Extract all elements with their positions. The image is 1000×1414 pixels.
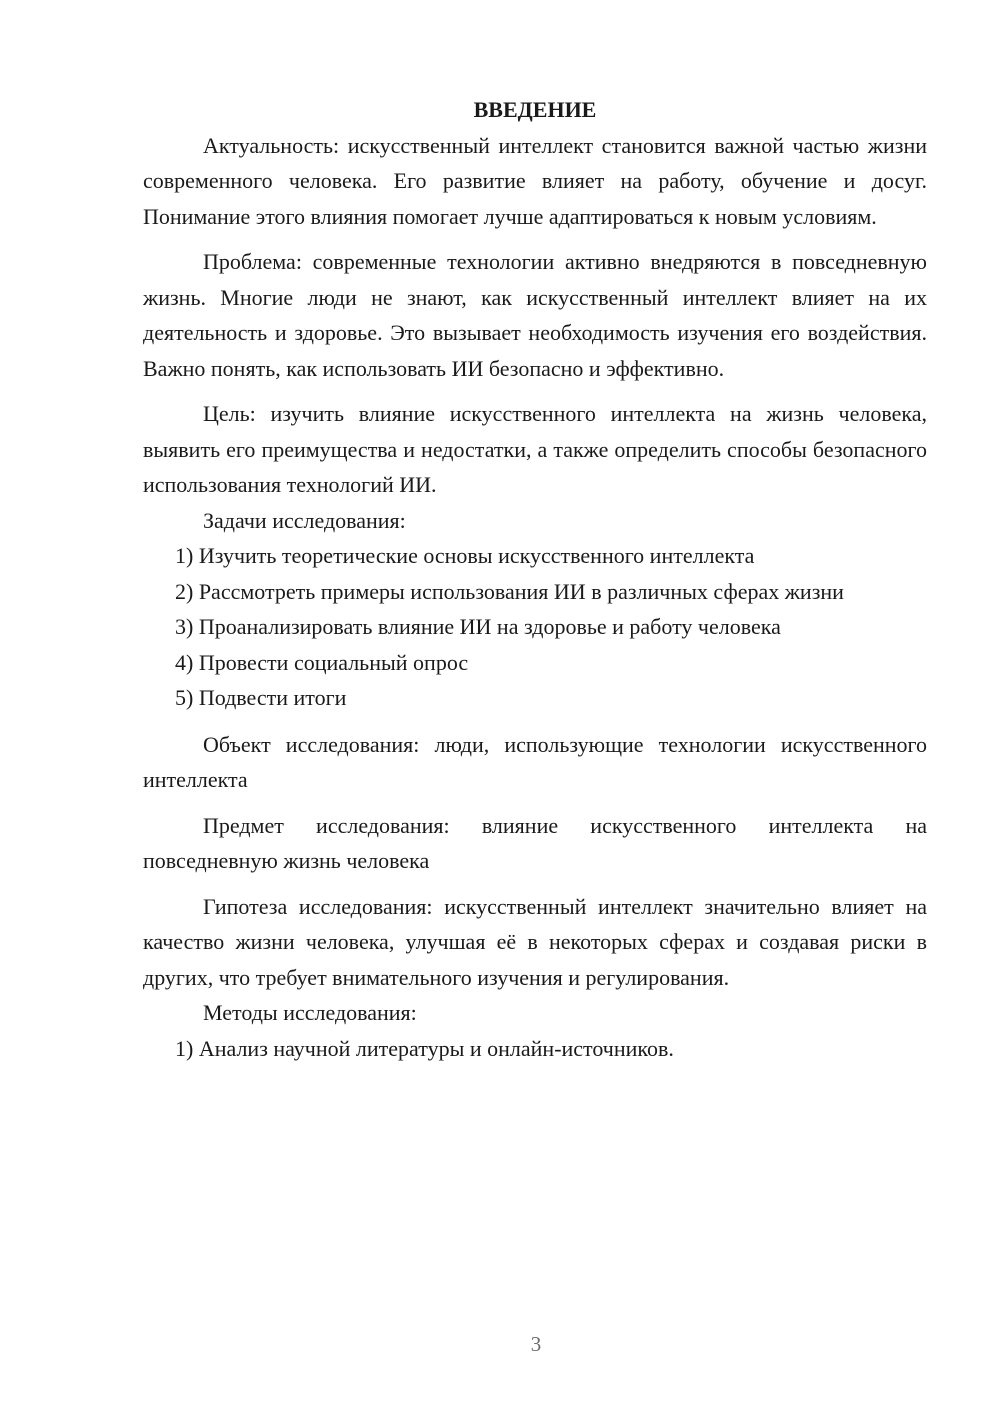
list-item: 2) Рассмотреть примеры использования ИИ в различных сферах жизни	[175, 578, 844, 604]
list-item: 4) Провести социальный опрос	[175, 649, 469, 675]
paragraph-subject: Предмет исследования: влияние искусственного интеллекта на повседневную жизнь человека	[143, 812, 927, 873]
tasks-list	[143, 538, 927, 716]
paragraph-object: Объект исследования: люди, использующие технологии искусственного интеллекта	[143, 731, 927, 792]
paragraph-problem: Проблема: современные технологии активно внедряются в повседневную жизнь. Многие люди не знают, как искусственный интеллект влияет на их деятельность и здоровье. Это вызывает необходимость изучения его воздействия. Важно понять, как использовать ИИ безопасно и эффективно.	[143, 249, 927, 381]
list-item: 1) Анализ научной литературы и онлайн-источников.	[175, 1035, 674, 1061]
tasks-heading: Задачи исследования:	[203, 507, 406, 533]
page-number: 3	[530, 1332, 542, 1356]
methods-heading: Методы исследования:	[203, 1000, 417, 1025]
page-title: ВВЕДЕНИЕ	[473, 97, 597, 122]
paragraph-goal: Цель: изучить влияние искусственного интеллекта на жизнь человека, выявить его преимущества и недостатки, а также определить способы безопасного использования технологий ИИ.	[143, 401, 927, 497]
paragraph-hypothesis: Гипотеза исследования: искусственный интеллект значительно влияет на качество жизни человека, улучшая её в некоторых сферах и создавая риски в других, что требует внимательного изучения и регулирования.	[143, 893, 927, 990]
page-content	[143, 92, 927, 1066]
list-item: 1) Изучить теоретические основы искусственного интеллекта	[175, 543, 755, 568]
methods-list	[143, 1031, 927, 1067]
list-item: 3) Проанализировать влияние ИИ на здоровье и работу человека	[175, 614, 781, 639]
list-item: 5) Подвести итоги	[175, 685, 347, 710]
paragraph-relevance: Актуальность: искусственный интеллект становится важной частью жизни современного человека. Его развитие влияет на работу, обучение и досуг. Понимание этого влияния помогает лучше адаптироваться к новым условиям.	[143, 132, 927, 229]
